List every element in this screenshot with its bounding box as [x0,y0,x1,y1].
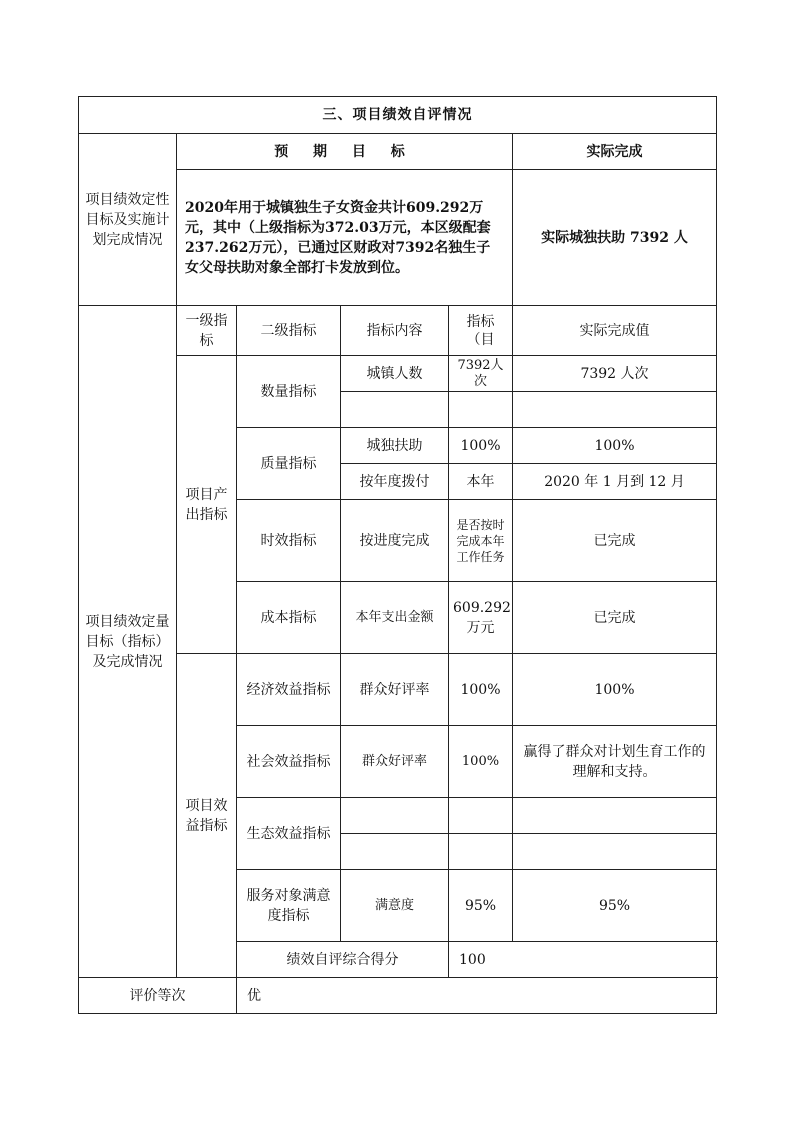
header-actual: 实际完成值 [513,306,717,356]
section-title: 三、项目绩效自评情况 [79,97,717,134]
actual-completion-text: 实际城独扶助 7392 人 [513,170,717,306]
performance-table [78,96,717,1014]
cost-target: 609.292万元 [449,582,513,654]
timeliness-actual: 已完成 [513,500,717,582]
quality-content-2: 按年度拨付 [341,464,449,500]
ecological-actual-empty-2 [513,834,717,870]
economic-label: 经济效益指标 [237,654,341,726]
header-level1: 一级指标 [177,306,237,356]
qualitative-row-label: 项目绩效定性目标及实施计划完成情况 [79,134,177,306]
economic-target: 100% [449,654,513,726]
cost-content: 本年支出金额 [341,582,449,654]
quality-target-1: 100% [449,428,513,464]
ecological-content-empty-2 [341,834,449,870]
timeliness-label: 时效指标 [237,500,341,582]
expected-goal-header: 预 期 目 标 [177,134,513,170]
ecological-target-empty-2 [449,834,513,870]
quality-target-2: 本年 [449,464,513,500]
timeliness-content: 按进度完成 [341,500,449,582]
social-label: 社会效益指标 [237,726,341,798]
quantity-actual-empty [513,392,717,428]
actual-completion-header: 实际完成 [513,134,717,170]
social-actual: 赢得了群众对计划生育工作的理解和支持。 [513,726,717,798]
ecological-target-empty-1 [449,798,513,834]
ecological-content-empty-1 [341,798,449,834]
economic-content: 群众好评率 [341,654,449,726]
quantity-actual: 7392 人次 [513,356,717,392]
quality-actual-2: 2020 年 1 月到 12 月 [513,464,717,500]
header-level2: 二级指标 [237,306,341,356]
satisfaction-target: 95% [449,870,513,942]
social-target: 100% [449,726,513,798]
quantity-content: 城镇人数 [341,356,449,392]
cost-actual: 已完成 [513,582,717,654]
benefit-group-label: 项目效益指标 [177,654,237,978]
score-value: 100 [449,942,717,978]
expected-goal-text: 2020年用于城镇独生子女资金共计609.292万元，其中（上级指标为372.03万元，本区级配套237.262万元），已通过区财政对7392名独生子女父母扶助对象全部打卡发放到位。 [177,170,513,306]
ecological-actual-empty-1 [513,798,717,834]
quantity-target: 7392人次 [449,356,513,392]
quality-label: 质量指标 [237,428,341,500]
quantity-label: 数量指标 [237,356,341,428]
satisfaction-content: 满意度 [341,870,449,942]
score-label: 绩效自评综合得分 [237,942,449,978]
header-content: 指标内容 [341,306,449,356]
cost-label: 成本指标 [237,582,341,654]
grade-label: 评价等次 [79,978,237,1014]
satisfaction-label: 服务对象满意度指标 [237,870,341,942]
grade-value: 优 [237,978,717,1014]
quality-actual-1: 100% [513,428,717,464]
output-group-label: 项目产出指标 [177,356,237,654]
economic-actual: 100% [513,654,717,726]
quantitative-row-label: 项目绩效定量目标（指标）及完成情况 [79,306,177,978]
timeliness-target: 是否按时完成本年工作任务 [449,500,513,582]
quantity-content-empty [341,392,449,428]
social-content: 群众好评率 [341,726,449,798]
header-target: 指标（目 [449,306,513,356]
quality-content-1: 城独扶助 [341,428,449,464]
ecological-label: 生态效益指标 [237,798,341,870]
satisfaction-actual: 95% [513,870,717,942]
quantity-target-empty [449,392,513,428]
